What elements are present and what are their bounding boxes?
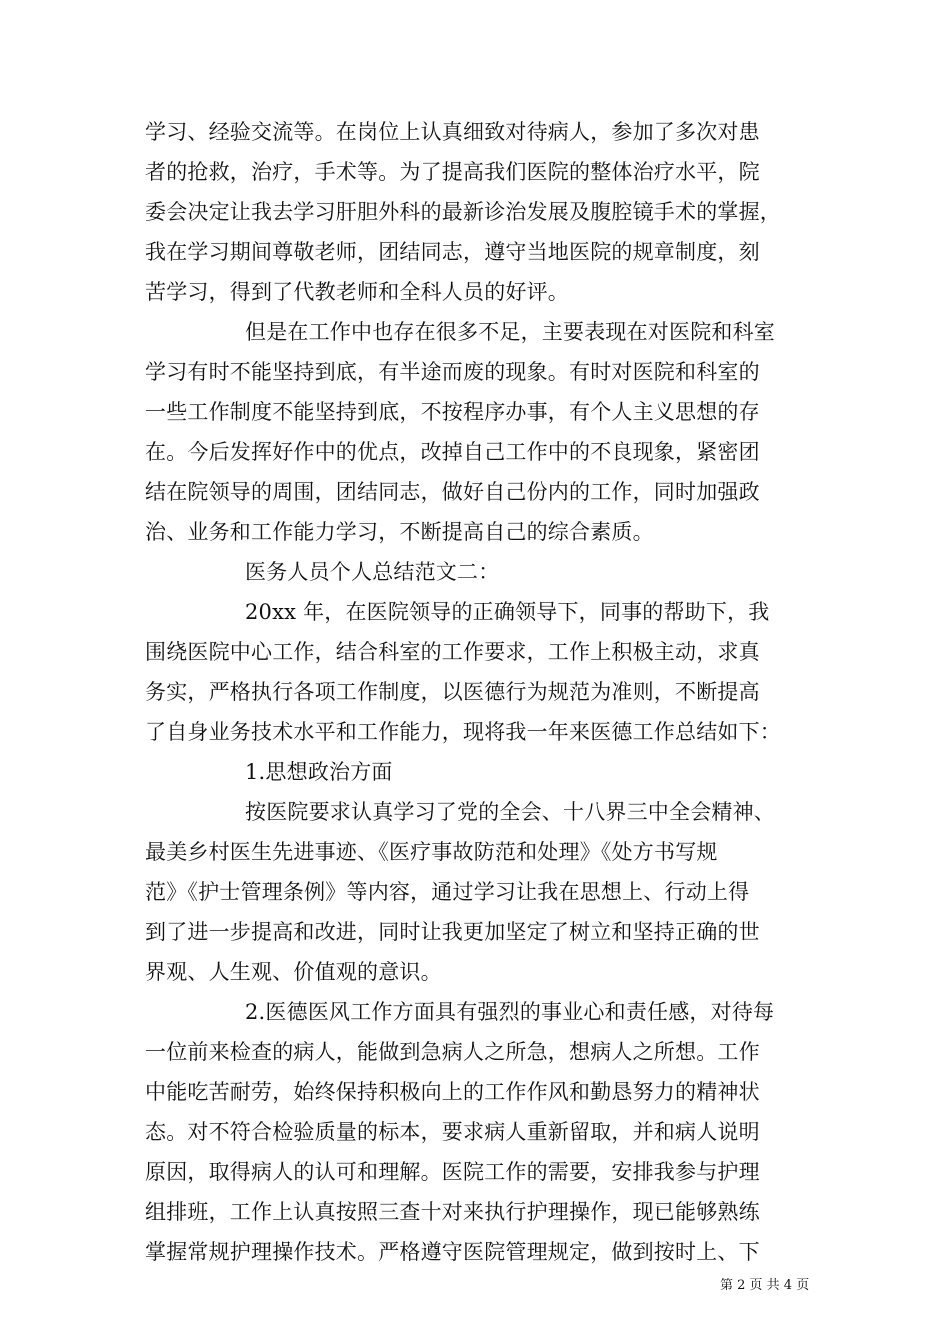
text-line: 我在学习期间尊敬老师，团结同志，遵守当地医院的规章制度，刻 (145, 240, 760, 264)
page-number-footer: 第 2 页 共 4 页 (720, 1278, 810, 1293)
text-line: 最美乡村医生先进事迹、《医疗事故防范和处理》《处方书写规 (145, 840, 718, 864)
text-line: 委会决定让我去学习肝胆外科的最新诊治发展及腹腔镜手术的掌握， (145, 200, 781, 224)
section-heading: 医务人员个人总结范文二： (245, 560, 500, 584)
text-line: 组排班，工作上认真按照三查十对来执行护理操作，现已能够熟练 (145, 1200, 760, 1224)
text-line: 学习有时不能坚持到底，有半途而废的现象。有时对医院和科室的 (145, 360, 760, 384)
text-line: 在。今后发挥好作中的优点，改掉自己工作中的不良现象，紧密团 (145, 440, 760, 464)
subsection-heading: 1.思想政治方面 (245, 760, 393, 784)
text-line: 苦学习，得到了代教老师和全科人员的好评。 (145, 280, 569, 304)
paragraph-start-line: 2.医德医风工作方面具有强烈的事业心和责任感，对待每 (245, 1000, 775, 1024)
text-line: 结在院领导的周围，团结同志，做好自己份内的工作，同时加强政 (145, 480, 760, 504)
text-line: 原因，取得病人的认可和理解。医院工作的需要，安排我参与护理 (145, 1160, 760, 1184)
text-line: 一位前来检查的病人，能做到急病人之所急，想病人之所想。工作 (145, 1040, 760, 1064)
text-line: 务实，严格执行各项工作制度，以医德行为规范为准则，不断提高 (145, 680, 760, 704)
text-line: 范》《护士管理条例》等内容，通过学习让我在思想上、行动上得 (145, 880, 750, 904)
text-line: 界观、人生观、价值观的意识。 (145, 960, 442, 984)
paragraph-start-line: 但是在工作中也存在很多不足，主要表现在对医院和科室 (245, 320, 775, 344)
text-line: 治、业务和工作能力学习，不断提高自己的综合素质。 (145, 520, 654, 544)
text-line: 学习、经验交流等。在岗位上认真细致对待病人，参加了多次对患 (145, 120, 760, 144)
text-line: 者的抢救，治疗，手术等。为了提高我们医院的整体治疗水平，院 (145, 160, 760, 184)
text-line: 中能吃苦耐劳，始终保持积极向上的工作作风和勤恳努力的精神状 (145, 1080, 760, 1104)
text-line: 掌握常规护理操作技术。严格遵守医院管理规定，做到按时上、下 (145, 1240, 760, 1264)
paragraph-start-line: 按医院要求认真学习了党的全会、十八界三中全会精神、 (245, 800, 775, 824)
paragraph-start-line: 20xx 年，在医院领导的正确领导下，同事的帮助下，我 (245, 600, 770, 624)
text-line: 围绕医院中心工作，结合科室的工作要求，工作上积极主动，求真 (145, 640, 760, 664)
text-line: 一些工作制度不能坚持到底，不按程序办事，有个人主义思想的存 (145, 400, 760, 424)
text-line: 态。对不符合检验质量的标本，要求病人重新留取，并和病人说明 (145, 1120, 760, 1144)
text-line: 到了进一步提高和改进，同时让我更加坚定了树立和坚持正确的世 (145, 920, 760, 944)
text-line: 了自身业务技术水平和工作能力，现将我一年来医德工作总结如下： (145, 720, 781, 744)
